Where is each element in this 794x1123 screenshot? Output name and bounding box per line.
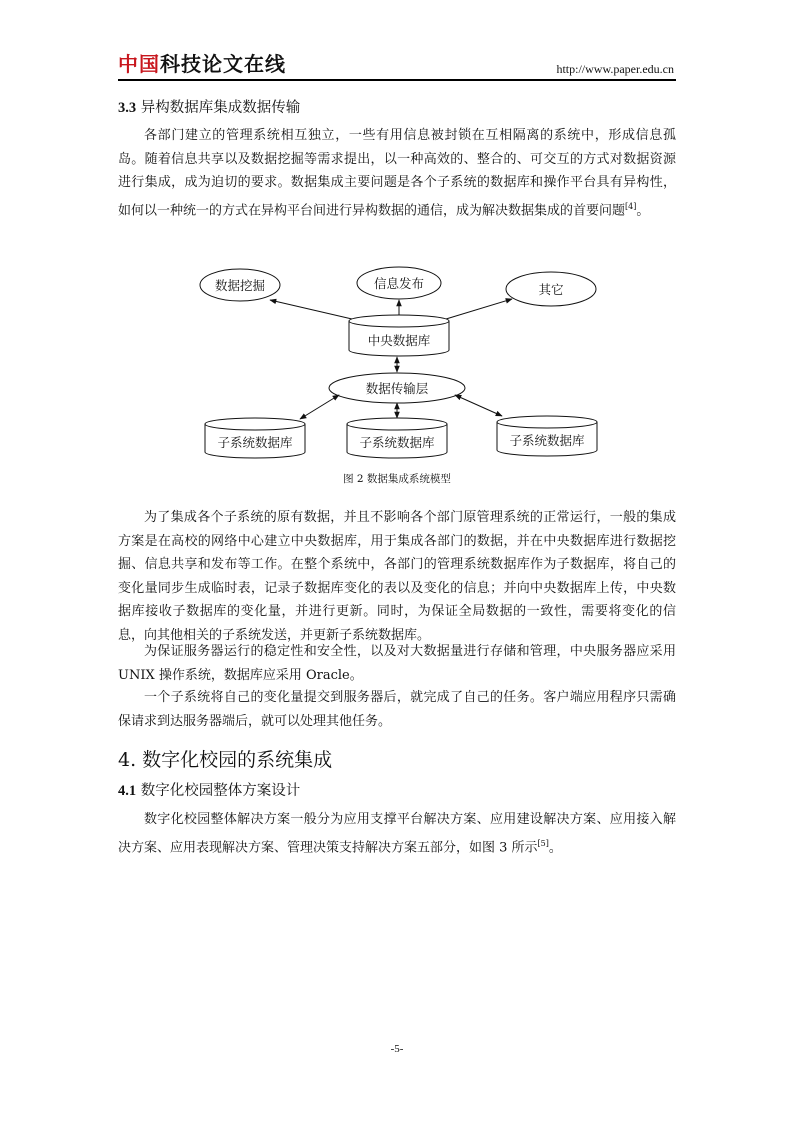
arrow-to-mining [270,300,352,319]
paragraph-3-3-end: 。 [636,202,650,218]
node-subsystem-db-1 [205,418,305,458]
citation-5: [5] [537,838,549,848]
header-divider [118,79,676,81]
node-transport-layer-label: 数据传输层 [365,381,429,396]
paragraph-3-3-text: 各部门建立的管理系统相互独立，一些有用信息被封锁在互相隔离的系统中，形成信息孤岛。随着信息共享以及数据挖掘等需求提出，以一种高效的、整合的、可交互的方式对数据资源进行集成，成为迫切的要求。数据集成主要问题是各个子系统的数据库和操作平台具有异构性，如何以一种统一的方式在异构平台间进行异构数据的通信，成为解决数据集成的首要问题 [118,128,676,218]
logo-red-text: 中国 [118,52,160,76]
section-4-1-number: 4.1 [118,783,137,799]
logo-black-text: 科技论文在线 [160,52,286,76]
paragraph-3-3 [118,124,676,222]
arrow-transport-sub3 [455,395,502,416]
section-3-3-title: 异构数据库集成数据传输 [140,100,301,116]
node-subsystem-db-1-label: 子系统数据库 [217,435,293,450]
paragraph-server-stability: 为保证服务器运行的稳定性和安全性，以及对大数据量进行存储和管理，中央服务器应采用 UNIX 操作系统，数据库应采用 Oracle。 [118,644,676,683]
section-4-1-heading [118,779,300,800]
node-central-db [349,315,449,356]
section-4-1-title: 数字化校园整体方案设计 [140,783,301,799]
paragraph-subsystem-task: 一个子系统将自己的变化量提交到服务器后，就完成了自己的任务。客户端应用程序只需确保请求到达服务器端后，就可以处理其他任务。 [118,690,676,729]
node-data-mining-label: 数据挖掘 [214,278,266,293]
node-central-db-label: 中央数据库 [367,333,431,348]
node-transport-layer [329,373,465,403]
node-other [506,272,596,306]
node-subsystem-db-2 [347,418,447,458]
figure-2-diagram [0,262,794,462]
node-info-publish-label: 信息发布 [373,276,425,291]
section-3-3-number: 3.3 [118,100,137,116]
header-url: http://www.paper.edu.cn [556,62,674,76]
citation-4: [4] [625,201,637,211]
arrow-transport-sub1 [300,395,339,419]
node-subsystem-db-3-label: 子系统数据库 [509,433,585,448]
journal-logo [118,52,286,76]
node-other-label: 其它 [538,282,564,297]
paragraph-4-1-text: 数字化校园整体解决方案一般分为应用支撑平台解决方案、应用建设解决方案、应用接入解决方案、应用表现解决方案、管理决策支持解决方案五部分，如图 3 所示 [118,812,676,855]
node-subsystem-db-3 [497,416,597,456]
paragraph-integration-scheme: 为了集成各个子系统的原有数据，并且不影响各个部门原管理系统的正常运行，一般的集成方案是在高校的网络中心建立中央数据库，用于集成各部门的数据，并在中央数据库进行数据挖掘、信息共享和发布等工作。在整个系统中，各部门的管理系统数据库作为子数据库，将自己的变化量同步生成临时表，记录子数据库变化的表以及变化的信息；并向中央数据库上传，中央数据库接收子数据库的变化量，并进行更新。同时，为保证全局数据的一致性，需要将变化的信息，向其他相关的子系统发送，并更新子系统数据库。 [118,510,676,643]
paragraph-4-1-end: 。 [548,839,562,855]
node-subsystem-db-2-label: 子系统数据库 [359,435,435,450]
paragraph-4-1 [118,808,676,859]
section-4-heading: 4. 数字化校园的系统集成 [118,749,333,771]
section-3-3-heading [118,96,300,117]
node-data-mining [200,269,280,301]
page-number: -5- [390,1043,404,1055]
arrow-to-other [446,299,512,319]
node-info-publish [357,267,441,299]
figure-2-caption: 图 2 数据集成系统模型 [343,473,451,485]
